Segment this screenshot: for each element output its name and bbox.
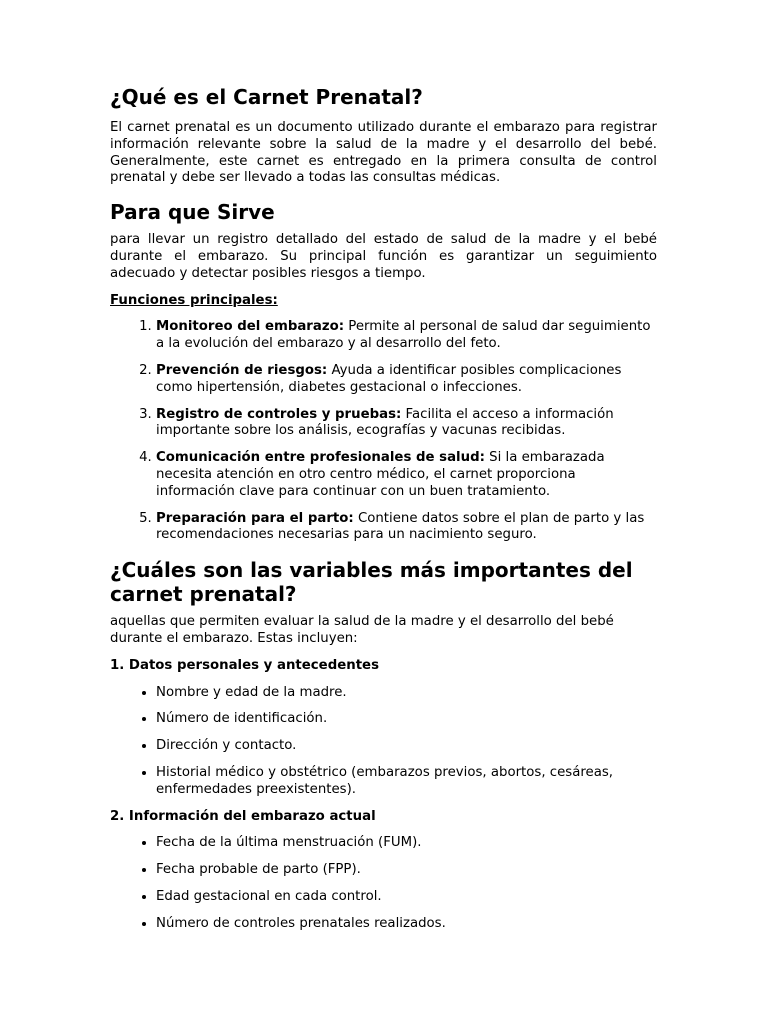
datos-personales-list [110,685,657,799]
document-content [110,84,657,933]
list-item-desc: Facilita el acceso a información importante sobre los análisis, ecografías y vacunas recibidas. [156,406,614,439]
list-item [156,363,657,397]
variables-intro-paragraph: aquellas que permiten evaluar la salud de la madre y el desarrollo del bebé durante el embarazo. Estas incluyen: [110,614,614,646]
list-item-desc: Si la embarazada necesita atención en otro centro médico, el carnet proporciona información clave para continuar con un buen tratamiento. [156,450,605,499]
list-item-desc: Permite al personal de salud dar seguimiento a la evolución del embarazo y al desarrollo del feto. [156,319,651,352]
list-item: • Nombre y edad de la madre. [156,685,657,702]
list-item: • Dirección y contacto. [156,738,657,755]
list-item: • Fecha probable de parto (FPP). [156,862,657,879]
embarazo-actual-list [110,835,657,932]
list-item [156,319,657,353]
list-item-term: Prevención de riesgos: [156,362,328,378]
list-item [156,511,657,545]
list-item-term: Registro de controles y pruebas: [156,406,402,422]
heading-para-que-sirve: Para que Sirve [110,200,275,225]
list-item [156,450,657,500]
list-item-term: Preparación para el parto: [156,510,354,526]
heading-que-es: ¿Qué es el Carnet Prenatal? [110,85,423,109]
heading-cuales-variables: ¿Cuáles son las variables más importantes del carnet prenatal? [110,558,633,607]
intro-paragraph: El carnet prenatal es un documento utilizado durante el embarazo para registrar información relevante sobre la salud de la madre y el desarrollo del bebé. Generalmente, este carnet es entregado en la primera consulta de control prenatal y debe ser llevado a todas las consultas médicas. [110,120,657,186]
list-item-desc: Ayuda a identificar posibles complicaciones como hipertensión, diabetes gestacional o infecciones. [156,362,622,395]
section-title-embarazo-actual: 2. Información del embarazo actual [110,808,376,824]
para-que-sirve-paragraph: para llevar un registro detallado del estado de salud de la madre y el bebé durante el embarazo. Su principal función es garantizar un seguimiento adecuado y detectar posibles riesgos a tiempo. [110,232,657,281]
list-item-term: Monitoreo del embarazo: [156,319,345,335]
list-item [156,407,657,441]
list-item: • Número de controles prenatales realizados. [156,916,657,933]
list-item: • Número de identificación. [156,711,657,728]
list-item-term: Comunicación entre profesionales de salud: [156,450,485,466]
funciones-list [110,319,657,544]
list-item: • Fecha de la última menstruación (FUM). [156,835,657,852]
section-title-datos-personales: 1. Datos personales y antecedentes [110,657,379,673]
list-item: • Edad gestacional en cada control. [156,889,657,906]
list-item: • Historial médico y obstétrico (embarazos previos, abortos, cesáreas, enfermedades preexistentes). [156,765,657,799]
list-item-desc: Contiene datos sobre el plan de parto y las recomendaciones necesarias para un nacimiento seguro. [156,510,645,543]
funciones-principales-label: Funciones principales: [110,292,278,308]
